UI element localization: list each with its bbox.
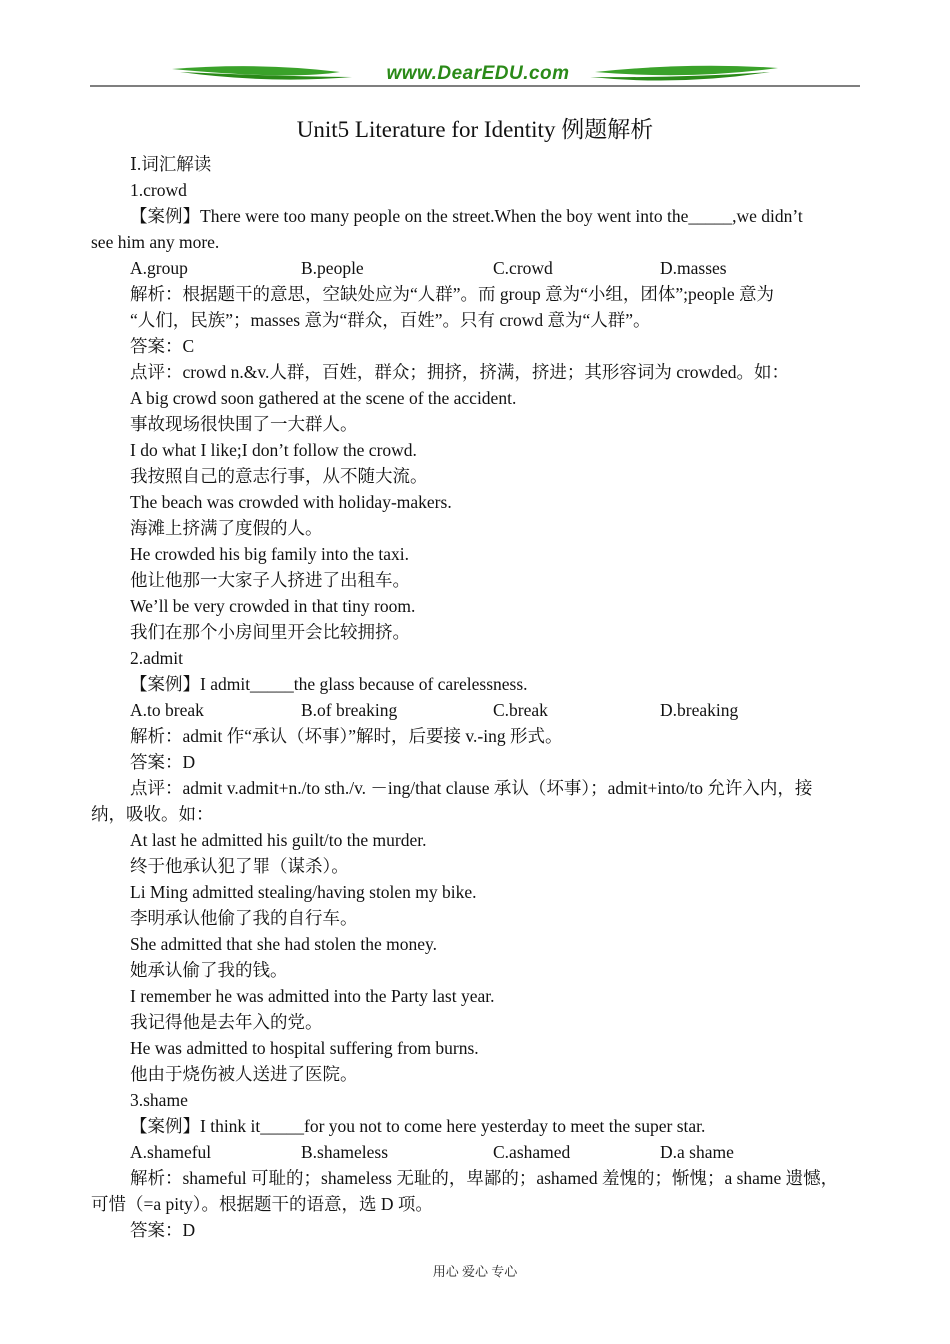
text-line: He was admitted to hospital suffering from burns. xyxy=(130,1038,479,1058)
text-line: 答案：C xyxy=(130,336,195,356)
text-line: He crowded his big family into the taxi. xyxy=(130,544,409,564)
answer-option: D.a shame xyxy=(660,1142,734,1162)
text-line: 事故现场很快围了一大群人。 xyxy=(130,414,358,434)
text-line: 她承认偷了我的钱。 xyxy=(130,960,288,980)
answer-option: A.shameful xyxy=(130,1142,212,1162)
answer-options xyxy=(91,255,861,281)
answer-option: A.to break xyxy=(130,700,204,720)
text-line: I do what I like;I don’t follow the crowd. xyxy=(130,440,417,460)
text-line: 点评：admit v.admit+n./to sth./v. －ing/that clause 承认（坏事）；admit+into/to 允许入内，接 xyxy=(130,778,813,798)
text-line: 3.shame xyxy=(130,1090,188,1110)
text-line: 答案：D xyxy=(130,752,196,772)
text-line: 【案例】There were too many people on the street.When the boy went into the_____,we didn’t xyxy=(130,206,803,226)
text-line: She admitted that she had stolen the money. xyxy=(130,934,437,954)
site-header xyxy=(90,60,860,90)
text-line: 海滩上挤满了度假的人。 xyxy=(130,518,323,538)
answer-option: C.break xyxy=(493,700,548,720)
answer-option: D.breaking xyxy=(660,700,739,720)
answer-option: B.shameless xyxy=(301,1142,389,1162)
text-line: 我按照自己的意志行事，从不随大流。 xyxy=(130,466,428,486)
answer-option: D.masses xyxy=(660,258,727,278)
text-line: 纳，吸收。如： xyxy=(91,804,214,824)
text-line: 我记得他是去年入的党。 xyxy=(130,1012,323,1032)
text-line: Li Ming admitted stealing/having stolen my bike. xyxy=(130,882,477,902)
text-line: Ⅰ.词汇解读 xyxy=(130,154,212,174)
page-title: Unit5 Literature for Identity 例题解析 xyxy=(296,117,654,142)
text-line: I remember he was admitted into the Party last year. xyxy=(130,986,495,1006)
text-line: 他让他那一大家子人挤进了出租车。 xyxy=(130,570,410,590)
text-line: 【案例】I think it_____for you not to come here yesterday to meet the super star. xyxy=(130,1116,706,1136)
answer-option: A.group xyxy=(130,258,188,278)
text-line: 2.admit xyxy=(130,648,183,668)
answer-option: B.of breaking xyxy=(301,700,398,720)
text-line: 我们在那个小房间里开会比较拥挤。 xyxy=(130,622,410,642)
text-line: A big crowd soon gathered at the scene of the accident. xyxy=(130,388,517,408)
text-line: The beach was crowded with holiday-makers. xyxy=(130,492,452,512)
text-line: “人们，民族”；masses 意为“群众，百姓”。只有 crowd 意为“人群”。 xyxy=(130,310,651,330)
text-line: 1.crowd xyxy=(130,180,187,200)
answer-option: B.people xyxy=(301,258,364,278)
text-line: 李明承认他偷了我的自行车。 xyxy=(130,908,358,928)
answer-option: C.crowd xyxy=(493,258,553,278)
text-line: At last he admitted his guilt/to the murder. xyxy=(130,830,427,850)
text-line: 解析：shameful 可耻的；shameless 无耻的，卑鄙的；ashamed 羞愧的；惭愧；a shame 遗憾， xyxy=(130,1168,839,1188)
site-logo[interactable]: www.DearEDU.com xyxy=(386,63,570,84)
text-line: 可惜（=a pity）。根据题干的语意，选 D 项。 xyxy=(91,1194,433,1214)
text-line: 【案例】I admit_____the glass because of carelessness. xyxy=(130,674,528,694)
text-line: see him any more. xyxy=(91,232,220,252)
text-line: 答案：D xyxy=(130,1220,196,1240)
page-footer: 用心 爱心 专心 xyxy=(432,1264,518,1279)
text-line: We’ll be very crowded in that tiny room. xyxy=(130,596,416,616)
text-line: 他由于烧伤被人送进了医院。 xyxy=(130,1064,358,1084)
text-line: 解析：admit 作“承认（坏事）”解时，后要接 v.-ing 形式。 xyxy=(130,726,563,746)
text-line: 终于他承认犯了罪（谋杀）。 xyxy=(130,856,349,876)
answer-options xyxy=(91,1139,861,1165)
answer-options xyxy=(91,697,861,723)
text-line: 解析：根据题干的意思，空缺处应为“人群”。而 group 意为“小组，团体”;people 意为 xyxy=(130,284,775,304)
text-line: 点评：crowd n.&v.人群，百姓，群众；拥挤，挤满，挤进；其形容词为 crowded。如： xyxy=(130,362,789,382)
answer-option: C.ashamed xyxy=(493,1142,571,1162)
document-body xyxy=(91,151,861,1243)
